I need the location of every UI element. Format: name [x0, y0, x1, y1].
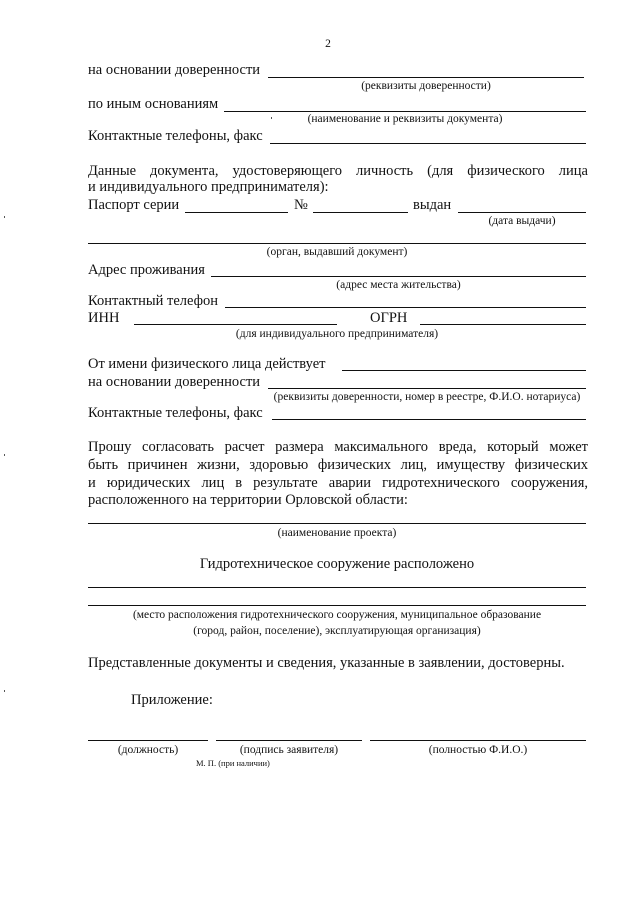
residence-field[interactable]: [211, 276, 586, 277]
passport-issue-date-caption: (дата выдачи): [488, 215, 556, 227]
passport-series-label: Паспорт серии: [88, 197, 180, 213]
individual-rep-acts-field[interactable]: [342, 370, 586, 371]
project-name-field[interactable]: [88, 523, 586, 524]
request-line1: Прошу согласовать расчет размера максимального вреда, который может: [88, 439, 588, 455]
contact-phone-field[interactable]: [225, 307, 586, 308]
individual-rep-acts-label: От имени физического лица действует: [88, 356, 326, 372]
rep-proxy-caption: (реквизиты доверенности): [361, 80, 491, 92]
rep-other-caption: (наименование и реквизиты документа): [307, 113, 503, 125]
passport-issuer-caption: (орган, выдавший документ): [266, 246, 408, 258]
identity-doc-line2: и индивидуального предпринимателя):: [88, 179, 329, 195]
full-name-field[interactable]: [370, 740, 586, 741]
location-heading: Гидротехническое сооружение расположено: [199, 556, 475, 572]
rep-other-label: по иным основаниям: [88, 96, 219, 112]
scan-speck: [4, 216, 5, 218]
passport-number-sign: №: [294, 197, 308, 213]
passport-number-field[interactable]: [313, 212, 408, 213]
inn-label: ИНН: [88, 310, 120, 326]
passport-issued-label: выдан: [413, 197, 452, 213]
page-number: 2: [325, 38, 331, 50]
full-name-caption: (полностью Ф.И.О.): [428, 744, 528, 756]
ogrn-label: ОГРН: [370, 310, 408, 326]
passport-issue-date-field[interactable]: [458, 212, 586, 213]
attachment-label: Приложение:: [131, 692, 213, 708]
inn-field[interactable]: [134, 324, 337, 325]
request-line2: быть причинен жизни, здоровью физических лиц, имуществу физических: [88, 457, 588, 473]
signature-field[interactable]: [216, 740, 362, 741]
tax-ids-caption: (для индивидуального предпринимателя): [235, 328, 439, 340]
scan-speck: [4, 454, 5, 456]
location-caption-1: (место расположения гидротехнического сооружения, муниципальное образование: [132, 609, 542, 621]
residence-caption: (адрес места жительства): [336, 279, 461, 291]
scan-speck: [4, 690, 5, 692]
request-line4: расположенного на территории Орловской области:: [88, 492, 408, 508]
signature-caption: (подпись заявителя): [239, 744, 339, 756]
position-field[interactable]: [88, 740, 208, 741]
passport-issuer-field[interactable]: [88, 243, 586, 244]
rep-proxy-field[interactable]: [268, 77, 584, 78]
project-name-caption: (наименование проекта): [277, 527, 397, 539]
ogrn-field[interactable]: [420, 324, 586, 325]
passport-series-field[interactable]: [185, 212, 288, 213]
location-caption-2: (город, район, поселение), эксплуатирующая организация): [193, 625, 481, 637]
location-field-1[interactable]: [88, 587, 586, 588]
individual-rep-contacts-field[interactable]: [272, 419, 586, 420]
individual-rep-proxy-caption: (реквизиты доверенности, номер в реестре, Ф.И.О. нотариуса): [273, 391, 581, 403]
rep-proxy-label: на основании доверенности: [88, 62, 261, 78]
location-field-2[interactable]: [88, 605, 586, 606]
individual-rep-contacts-label: Контактные телефоны, факс: [88, 405, 263, 421]
residence-label: Адрес проживания: [88, 262, 205, 278]
rep-other-field[interactable]: [224, 111, 586, 112]
position-caption: (должность): [117, 744, 179, 756]
individual-rep-proxy-label: на основании доверенности: [88, 374, 261, 390]
contacts-fax-field[interactable]: [270, 143, 586, 144]
request-line3: и юридических лиц в результате аварии гидротехнического сооружения,: [88, 475, 588, 491]
seal-caption: М. П. (при наличии): [196, 758, 270, 768]
declaration: Представленные документы и сведения, указанные в заявлении, достоверны.: [88, 655, 565, 671]
individual-rep-proxy-field[interactable]: [268, 388, 586, 389]
identity-doc-line1: Данные документа, удостоверяющего личность (для физического лица: [88, 163, 588, 179]
contacts-fax-label: Контактные телефоны, факс: [88, 128, 263, 144]
contact-phone-label: Контактный телефон: [88, 293, 219, 309]
